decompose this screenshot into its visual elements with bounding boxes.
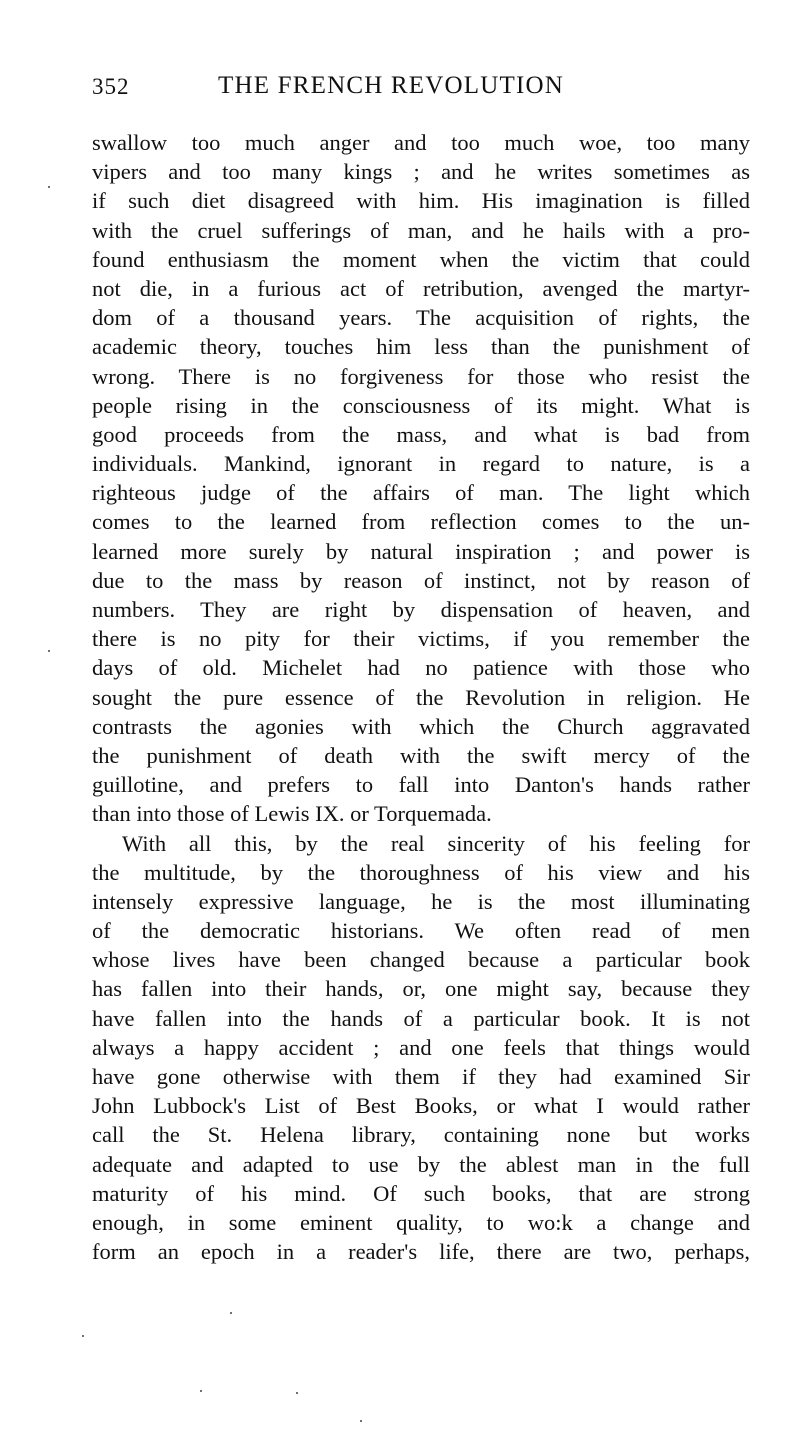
text-line: if such diet disagreed with him. His imagination is filled	[92, 188, 750, 214]
text-line: adequate and adapted to use by the ablest man in the full	[92, 1151, 750, 1177]
text-line: intensely expressive language, he is the most illuminating	[92, 888, 750, 914]
scan-speck	[230, 1312, 232, 1314]
text-line: whose lives have been changed because a particular book	[92, 947, 750, 973]
text-line: of the democratic historians. We often read of men	[92, 918, 750, 944]
text-line: days of old. Michelet had no patience with those who	[92, 655, 750, 681]
text-line: due to the mass by reason of instinct, not by reason of	[92, 567, 750, 593]
text-line: numbers. They are right by dispensation of heaven, and	[92, 597, 750, 622]
text-line: wrong. There is no forgiveness for those who resist the	[92, 363, 750, 389]
text-line: righteous judge of the affairs of man. The light which	[92, 480, 750, 506]
paragraph	[92, 829, 750, 1267]
text-line: the punishment of death with the swift mercy of the	[92, 742, 750, 768]
text-line: vipers and too many kings ; and he writes sometimes as	[92, 159, 750, 185]
text-line: the multitude, by the thoroughness of his view and his	[92, 859, 750, 885]
paragraph	[92, 128, 750, 829]
page-body-text	[92, 128, 750, 1266]
running-title: THE FRENCH REVOLUTION	[218, 72, 565, 99]
text-line: has fallen into their hands, or, one might say, because they	[92, 976, 750, 1002]
text-line: than into those of Lewis IX. or Torquemada.	[92, 801, 492, 827]
text-line: good proceeds from the mass, and what is bad from	[92, 421, 750, 447]
text-line: maturity of his mind. Of such books, that are strong	[92, 1180, 750, 1206]
text-line: swallow too much anger and too much woe, too many	[92, 130, 750, 155]
text-line: not die, in a furious act of retribution, avenged the martyr-	[92, 275, 750, 301]
text-line: always a happy accident ; and one feels that things would	[92, 1034, 750, 1060]
text-line: With all this, by the real sincerity of his feeling for	[122, 830, 750, 856]
scan-speck	[200, 1390, 202, 1392]
text-line: John Lubbock's List of Best Books, or what I would rather	[92, 1093, 750, 1119]
text-line: sought the pure essence of the Revolution in religion. He	[92, 684, 750, 710]
text-line: people rising in the consciousness of its might. What is	[92, 392, 750, 418]
text-line: academic theory, touches him less than the punishment of	[92, 334, 750, 360]
text-line: enough, in some eminent quality, to wo:k a change and	[92, 1209, 750, 1235]
text-line: comes to the learned from reflection comes to the un-	[92, 509, 750, 535]
text-line: dom of a thousand years. The acquisition of rights, the	[92, 305, 750, 331]
text-line: have fallen into the hands of a particular book. It is not	[92, 1005, 750, 1031]
text-line: contrasts the agonies with which the Church aggravated	[92, 713, 750, 739]
text-line: have gone otherwise with them if they had examined Sir	[92, 1064, 750, 1089]
text-line: learned more surely by natural inspiration ; and power is	[92, 538, 750, 564]
text-line: there is no pity for their victims, if you remember the	[92, 626, 750, 652]
text-line: call the St. Helena library, containing none but works	[92, 1122, 750, 1148]
scan-speck	[48, 186, 50, 188]
text-line: guillotine, and prefers to fall into Danton's hands rather	[92, 772, 750, 798]
page-number: 352	[92, 74, 130, 99]
running-header	[92, 72, 752, 104]
scan-speck	[360, 1420, 362, 1422]
scan-speck	[82, 1335, 84, 1337]
text-line: form an epoch in a reader's life, there are two, perhaps,	[92, 1239, 750, 1265]
scan-speck	[48, 650, 50, 652]
text-line: with the cruel sufferings of man, and he hails with a pro-	[92, 217, 750, 243]
text-line: found enthusiasm the moment when the victim that could	[92, 246, 750, 272]
scan-speck	[296, 1392, 298, 1394]
text-line: individuals. Mankind, ignorant in regard to nature, is a	[92, 451, 750, 477]
